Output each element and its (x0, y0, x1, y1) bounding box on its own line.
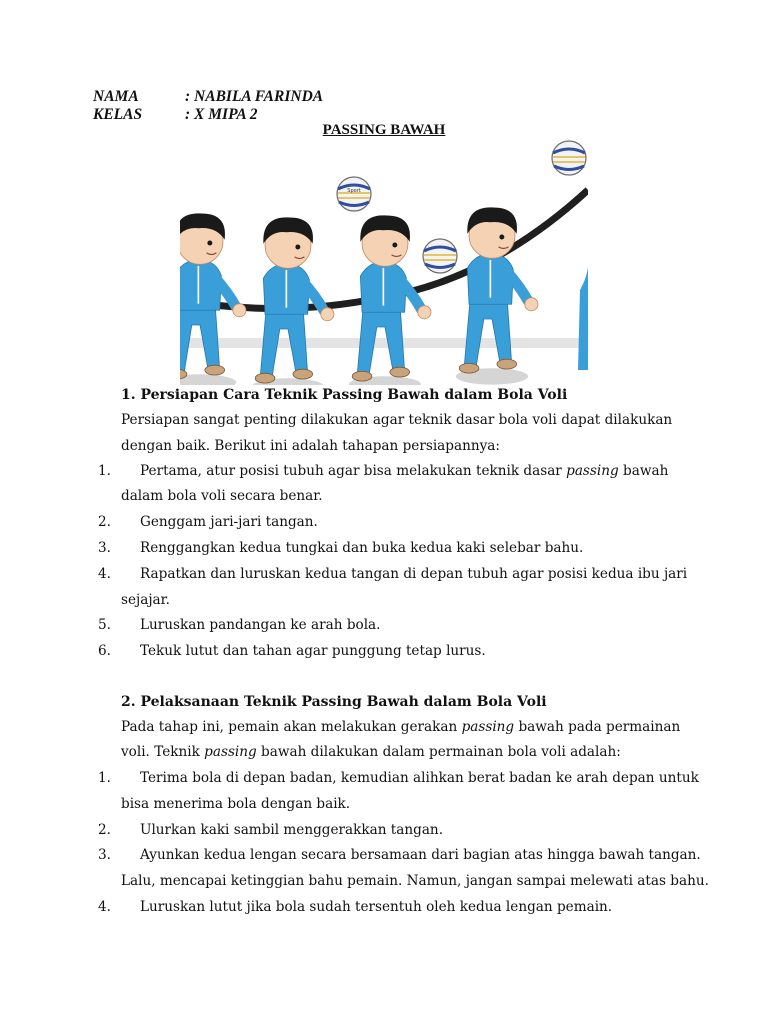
section2-intro-line1: Pada tahap ini, pemain akan melakukan gerakan passing bawah pada permainan (121, 719, 681, 735)
list-number: 3. (98, 540, 111, 556)
list-item: Pertama, atur posisi tubuh agar bisa melakukan teknik dasar passing bawah (140, 463, 669, 479)
list-item-continuation: Lalu, mencapai ketinggian bahu pemain. Namun, jangan sampai melewati atas bahu. (121, 873, 709, 889)
list-number: 1. (98, 463, 111, 479)
section1-intro-line1: Persiapan sangat penting dilakukan agar teknik dasar bola voli dapat dilakukan (121, 412, 673, 428)
passing-illustration (180, 140, 588, 385)
list-item-continuation: dalam bola voli secara benar. (121, 488, 323, 504)
list-number: 2. (98, 822, 111, 838)
list-item: Renggangkan kedua tungkai dan buka kedua kaki selebar bahu. (140, 540, 584, 556)
list-item-continuation: sejajar. (121, 592, 170, 608)
ball-label: Sport (347, 188, 361, 194)
list-item: Ayunkan kedua lengan secara bersamaan dari bagian atas hingga bawah tangan. (140, 847, 701, 863)
list-number: 2. (98, 514, 111, 530)
section2-heading: 2. Pelaksanaan Teknik Passing Bawah dalam Bola Voli (121, 694, 547, 710)
list-item: Genggam jari-jari tangan. (140, 514, 318, 530)
section1-heading: 1. Persiapan Cara Teknik Passing Bawah dalam Bola Voli (121, 387, 568, 403)
list-item-continuation: bisa menerima bola dengan baik. (121, 796, 351, 812)
list-number: 3. (98, 847, 111, 863)
list-number: 4. (98, 899, 111, 915)
list-item: Ulurkan kaki sambil menggerakkan tangan. (140, 822, 444, 838)
name-value: : NABILA FARINDA (185, 88, 324, 105)
list-item: Luruskan lutut jika bola sudah tersentuh oleh kedua lengan pemain. (140, 899, 613, 915)
class-label: KELAS (93, 106, 143, 123)
list-item: Tekuk lutut dan tahan agar punggung tetap lurus. (140, 643, 486, 659)
name-row (93, 88, 323, 106)
list-number: 4. (98, 566, 111, 582)
list-item: Rapatkan dan luruskan kedua tangan di depan tubuh agar posisi kedua ibu jari (140, 566, 688, 582)
class-value: : X MIPA 2 (185, 106, 258, 123)
list-item: Terima bola di depan badan, kemudian alihkan berat badan ke arah depan untuk (140, 770, 699, 786)
page-title: PASSING BAWAH (322, 122, 446, 138)
list-number: 5. (98, 617, 111, 633)
name-label: NAMA (93, 88, 139, 105)
section1-intro-line2: dengan baik. Berikut ini adalah tahapan persiapannya: (121, 438, 500, 454)
section2-intro-line2: voli. Teknik passing bawah dilakukan dalam permainan bola voli adalah: (121, 744, 621, 760)
list-number: 1. (98, 770, 111, 786)
list-item: Luruskan pandangan ke arah bola. (140, 617, 381, 633)
list-number: 6. (98, 643, 111, 659)
